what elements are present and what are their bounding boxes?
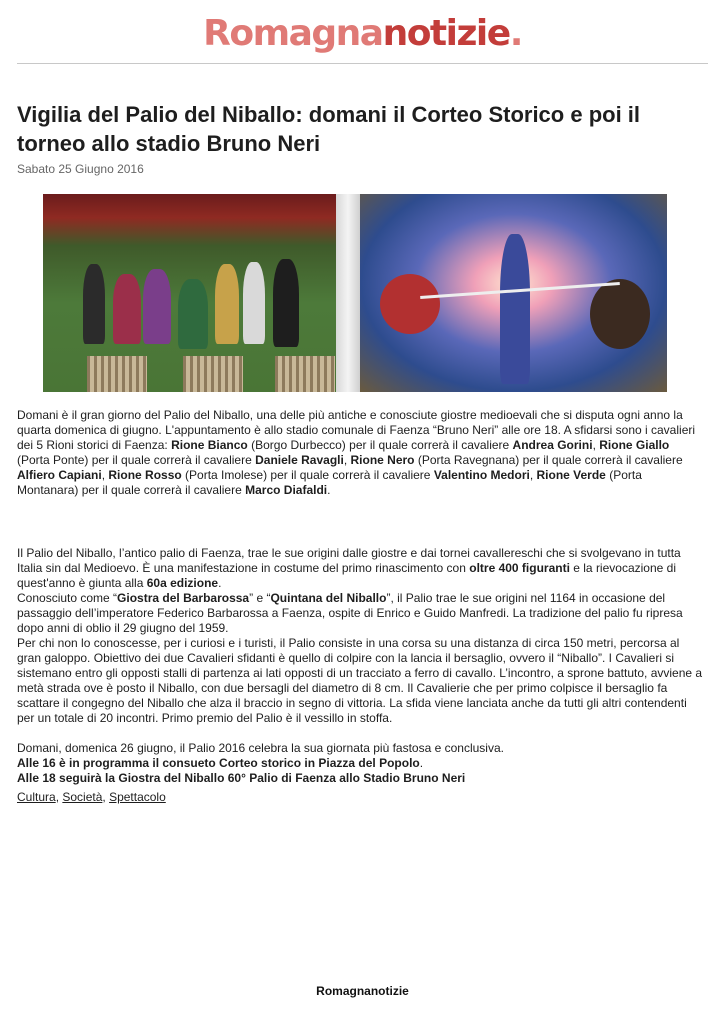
article-paragraph xyxy=(17,408,705,498)
tag-link-spettacolo[interactable]: Spettacolo xyxy=(109,790,166,804)
bold-text: Alle 18 seguirà la Giostra del Niballo 60° Palio di Faenza allo Stadio Bruno Neri xyxy=(17,771,466,785)
article-paragraph xyxy=(17,756,705,771)
text-run: (Porta Ravegnana) per il quale correrà il cavaliere xyxy=(414,453,683,467)
article-paragraph xyxy=(17,591,705,636)
text-run: (Borgo Durbecco) per il quale correrà il cavaliere xyxy=(247,438,513,452)
bold-text: Rione Giallo xyxy=(599,438,670,452)
text-run: . xyxy=(327,483,331,497)
text-run: Domani, domenica 26 giugno, il Palio 2016 celebra la sua giornata più fastosa e conclusiva. xyxy=(17,741,504,755)
text-run: ”, il Palio trae le sue origini nel 1164 in occasione del passaggio dell’imperatore Federico Barbarossa a Faenza, ospite di Enrico e Guido Manfredi. La tradizione del palio fu ripresa dopo anni di oblio il 29 giugno del 1959. xyxy=(17,591,683,635)
bold-text: Marco Diafaldi xyxy=(245,483,328,497)
tag-link-cultura[interactable]: Cultura xyxy=(17,790,56,804)
text-run: , xyxy=(529,468,537,482)
article-tags xyxy=(17,790,166,804)
article-body xyxy=(17,408,705,786)
text-run: (Porta Ponte) per il quale correrà il cavaliere xyxy=(17,453,256,467)
photo-separator xyxy=(336,194,360,392)
bold-text: oltre 400 figuranti xyxy=(469,561,570,575)
text-run: Il Palio del Niballo, l’antico palio di Faenza, trae le sue origini dalle giostre e dai tornei cavallereschi che si svolgevano in tutta Italia sin dal Medioevo. È una manifestazione in costume del primo rinascimento con xyxy=(17,546,681,575)
text-run: Per chi non lo conoscesse, per i curiosi e i turisti, il Palio consiste in una corsa su una distanza di circa 150 metri, percorsa al gran galoppo. Obiettivo dei due Cavalieri sfidanti è quello di colpire con la lancia il bersaglio, ovvero il “Niballo”. I Cavalieri si sistemano entro gli opposti stalli di partenza ai lati opposti di un tracciato a ferro di cavallo. L’incontro, a sprone battuto, avviene a metà strada ove è posto il Niballo, con due bersagli del diametro di 8 cm. Il Cavalierie che per primo colpisce il bersaglio fa scattare il congegno del Niballo che alza il braccio in segno di vittoria. La sfida viene lanciata anche da tutti gli altri contendenti per un totale di 20 incontri. Primo premio del Palio è il vessillo in stoffa. xyxy=(17,636,703,725)
bold-text: Andrea Gorini xyxy=(512,438,593,452)
bold-text: Rione Rosso xyxy=(108,468,182,482)
text-run: (Porta Imolese) per il quale correrà il cavaliere xyxy=(181,468,434,482)
text-run: . xyxy=(419,756,424,770)
article-paragraph xyxy=(17,771,705,786)
text-run: , xyxy=(343,453,351,467)
text-run: ” e “ xyxy=(249,591,271,605)
logo-dot: . xyxy=(509,13,522,54)
bold-text: Alfiero Capiani xyxy=(17,468,102,482)
article-paragraph xyxy=(17,741,705,756)
article-paragraph xyxy=(17,546,705,591)
header-divider xyxy=(17,63,708,64)
logo-part-notizie: notizie xyxy=(382,13,510,54)
bold-text: Rione Verde xyxy=(536,468,606,482)
footer-brand: Romagnanotizie xyxy=(316,984,409,998)
tag-link-societa[interactable]: Società xyxy=(62,790,103,804)
photo-historical-parade xyxy=(43,194,336,392)
site-logo[interactable] xyxy=(0,12,725,56)
text-run: , xyxy=(101,468,109,482)
site-header xyxy=(0,0,725,64)
tag-separator: , xyxy=(55,790,63,804)
bold-text: Rione Bianco xyxy=(171,438,248,452)
text-run: (Porta Montanara) per il quale correrà il cavaliere xyxy=(17,468,642,497)
bold-text: 60a edizione xyxy=(146,576,219,590)
text-run: e la rievocazione di quest'anno è giunta alla xyxy=(17,561,676,590)
text-run: . xyxy=(218,576,222,590)
article-paragraph xyxy=(17,636,705,726)
logo-part-romagna: Romagna xyxy=(203,13,383,54)
bold-text: Daniele Ravagli xyxy=(255,453,344,467)
bold-text: Quintana del Niballo xyxy=(270,591,387,605)
bold-text: Valentino Medori xyxy=(433,468,530,482)
bold-text: Alle 16 è in programma il consueto Corteo storico in Piazza del Popolo xyxy=(17,756,420,770)
text-run: Conosciuto come “ xyxy=(17,591,118,605)
photo-joust-knights xyxy=(360,194,667,392)
article-title: Vigilia del Palio del Niballo: domani il Corteo Storico e poi il torneo allo stadio Bruno Neri xyxy=(17,102,641,156)
article-date: Sabato 25 Giugno 2016 xyxy=(17,162,144,176)
text-run: Domani è il gran giorno del Palio del Niballo, una delle più antiche e conosciute giostre medioevali che si disputa ogni anno la quarta domenica di giugno. L'appuntamento è allo stadio comunale di Faenza “Bruno Neri” alle ore 18. A sfidarsi sono i cavalieri dei 5 Rioni storici di Faenza: xyxy=(17,408,696,452)
tag-separator: , xyxy=(102,790,110,804)
bold-text: Rione Nero xyxy=(350,453,415,467)
text-run: , xyxy=(592,438,600,452)
bold-text: Giostra del Barbarossa xyxy=(117,591,250,605)
